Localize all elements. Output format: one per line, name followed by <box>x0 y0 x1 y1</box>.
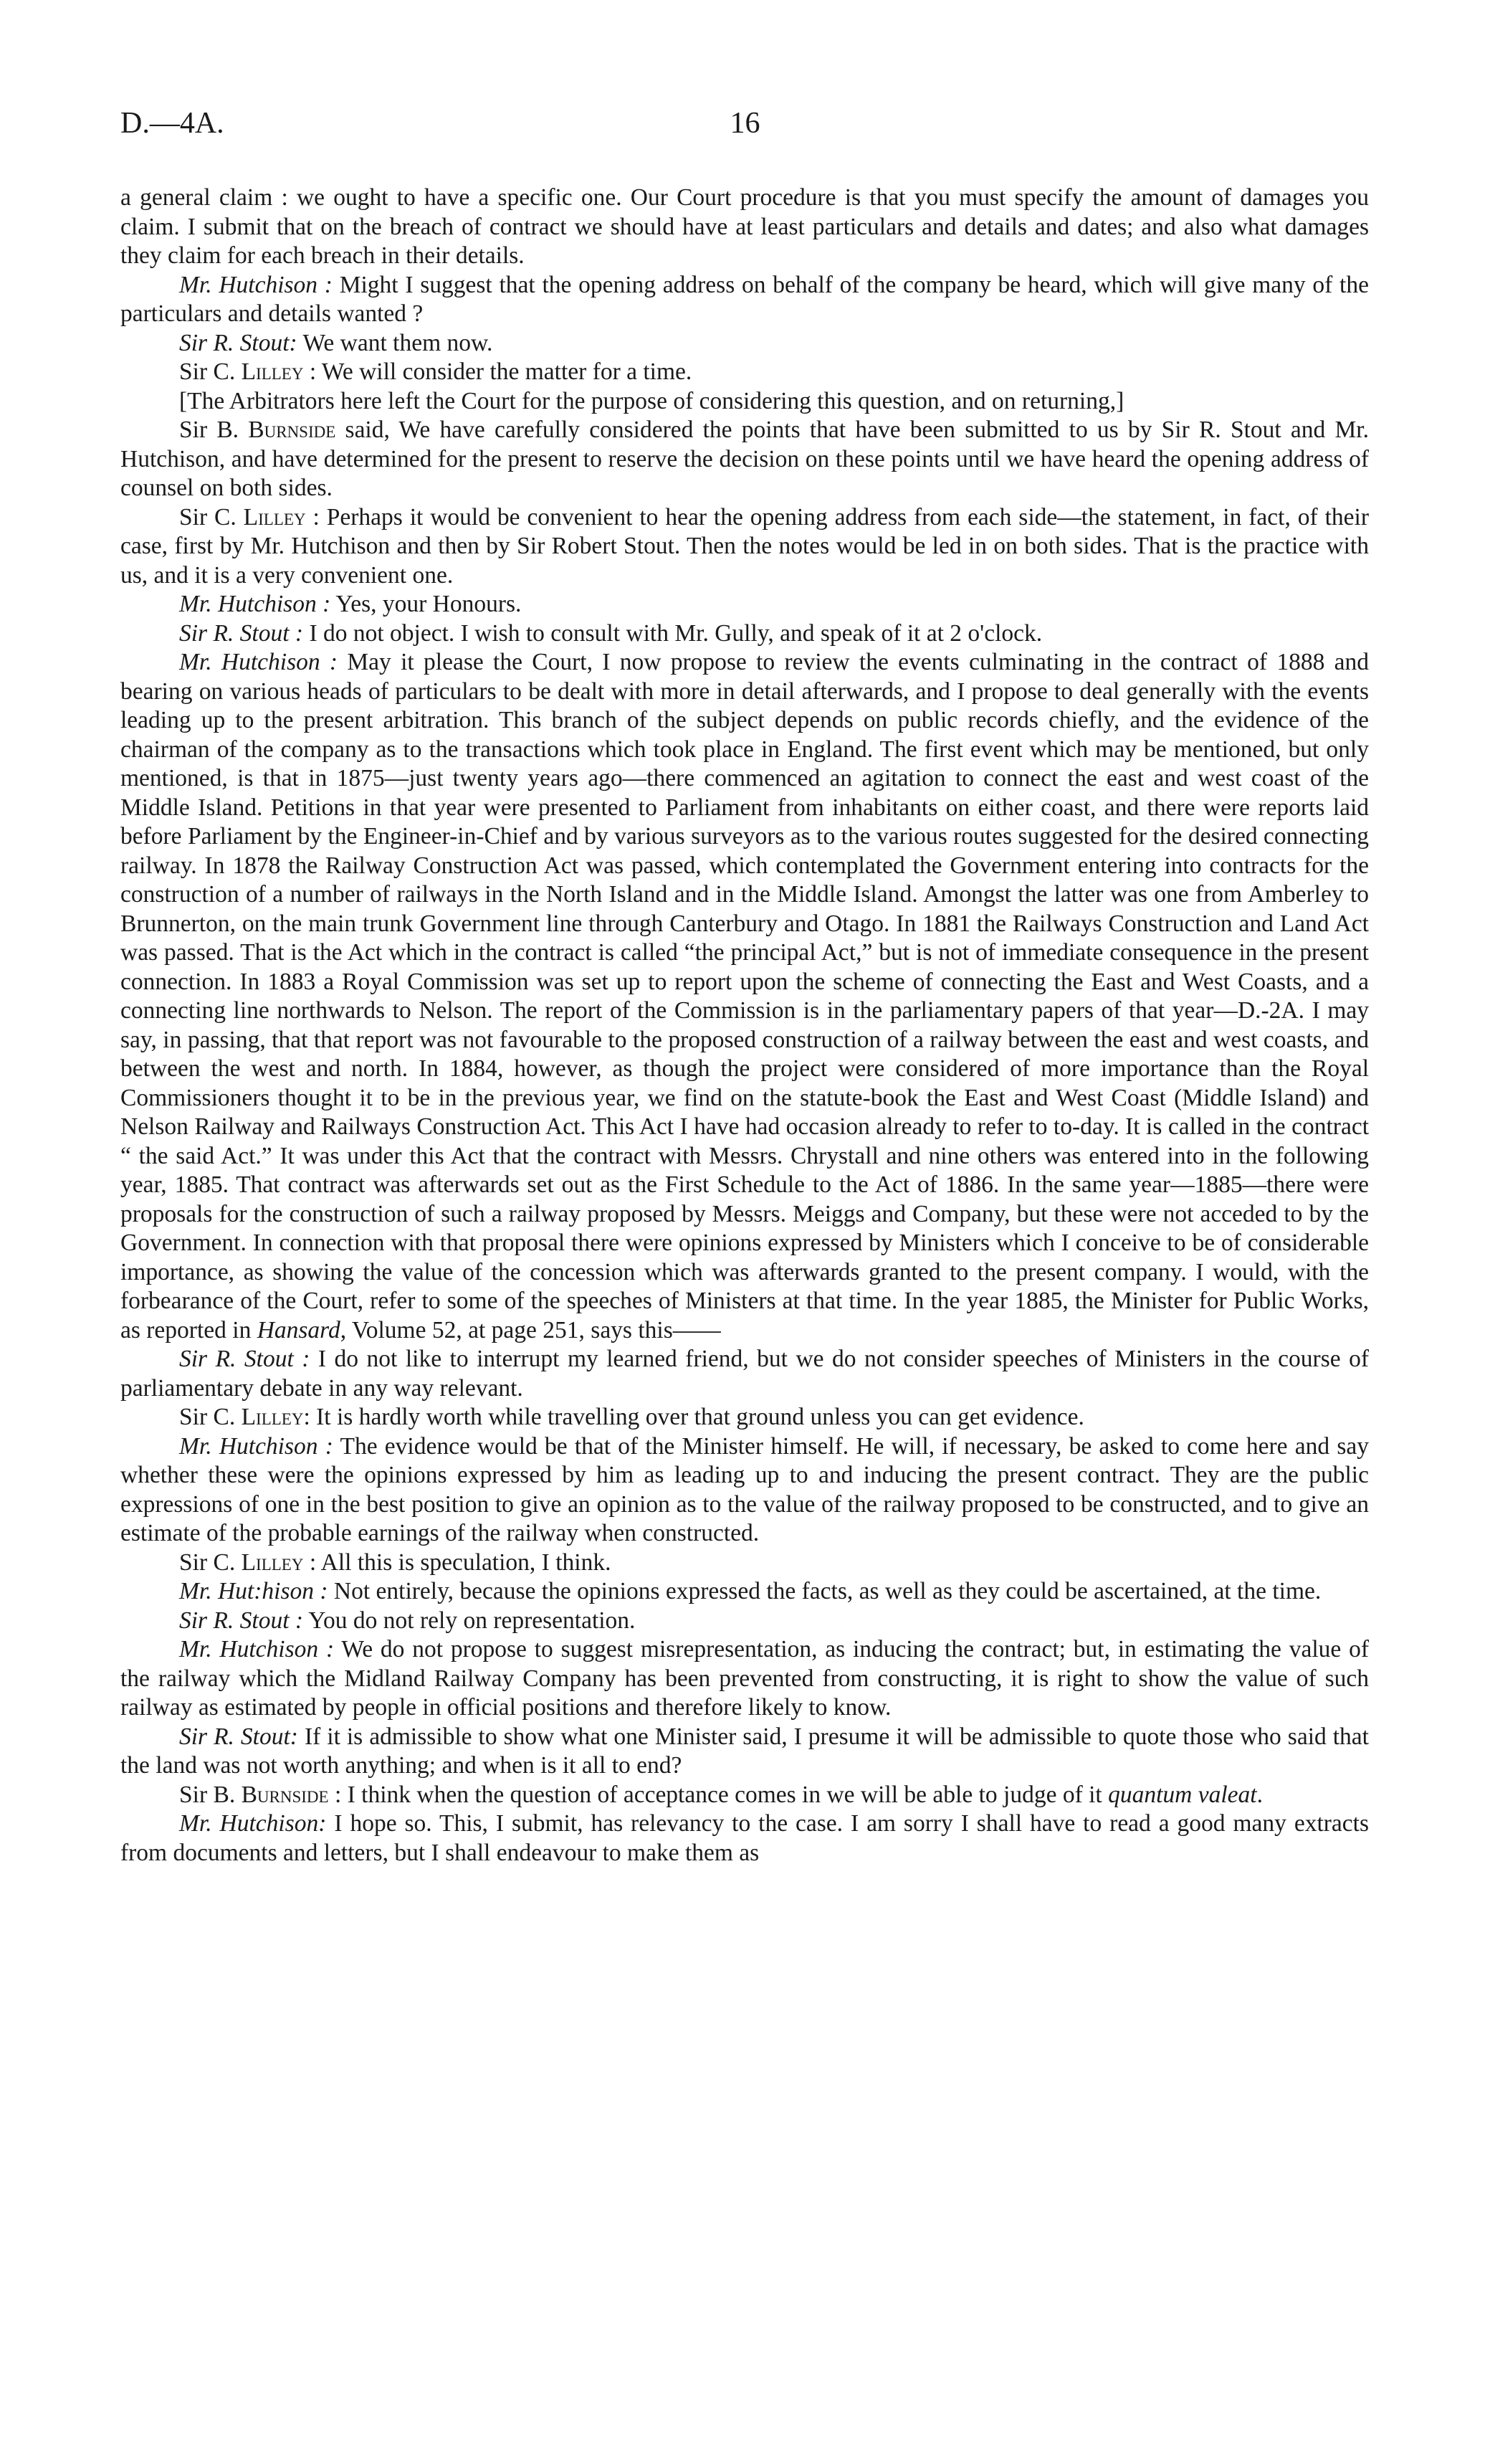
document-reference: D.—4A. <box>120 107 224 140</box>
speaker: Lilley <box>243 503 306 531</box>
paragraph: Mr. Hut:hison : Not entirely, because the opinions expressed the facts, as well as they could be ascertained, at the time. <box>179 1578 1322 1604</box>
paragraph: Sir C. Lilley : All this is speculation, I think. <box>179 1549 611 1576</box>
paragraph: Sir C. Lilley : Perhaps it would be convenient to hear the opening address from each side—the statement, in fact, of their case, first by Mr. Hutchison and then by Sir Robert Stout. Then the notes would be led in on both sides. That is the practice with us, and it is a very convenient one. <box>120 503 1369 589</box>
transcript-body <box>120 184 1369 1868</box>
paragraph: Sir R. Stout: We want them now. <box>179 329 493 356</box>
paragraph: Mr. Hutchison : We do not propose to suggest misrepresentation, as inducing the contract; but, in estimating the value of the railway which the Midland Railway Company has been prevented from constructing, it is right to show the value of such railway as estimated by people in official positions and therefore likely to know. <box>120 1636 1369 1721</box>
paragraph: [The Arbitrators here left the Court for the purpose of considering this question, and on returning,] <box>179 387 1124 414</box>
page-number: 16 <box>730 107 760 140</box>
speaker: Mr. Hutchison: <box>179 1810 327 1837</box>
speaker: Mr. Hutchison : <box>179 1636 335 1663</box>
speaker: Mr. Hutchison : <box>179 649 338 675</box>
speaker: Burnside <box>241 1781 329 1808</box>
paragraph: Sir R. Stout : You do not rely on representation. <box>179 1607 636 1634</box>
speaker: Mr. Hutchison : <box>179 1432 333 1460</box>
paragraph: Mr. Hutchison : May it please the Court, I now propose to review the events culminating in the contract of 1888 and bearing on various heads of particulars to be dealt with more in detail afterwards, and I propose to deal generally with the events leading up to the present arbitration. This branch of the subject depends on public records chiefly, and the evidence of the chairman of the company as to the transactions which took place in England. The first event which may be mentioned, but only mentioned, is that in 1875—just twenty years ago—there commenced an agitation to connect the east and west coast of the Middle Island. Petitions in that year were presented to Parliament from inhabitants on either coast, and there were reports laid before Parliament by the Engineer-in-Chief and by various surveyors as to the various routes suggested for the desired connecting railway. In 1878 the Railway Construction Act was passed, which contemplated the Government entering into contracts for the construction of a number of railways in the North Island and in the Middle Island. Amongst the latter was one from Amberley to Brunnerton, on the main trunk Government line through Canterbury and Otago. In 1881 the Railways Construction and Land Act was passed. That is the Act which in the contract is called “the principal Act,” but is not of immediate consequence in the present connection. In 1883 a Royal Commission was set up to report upon the scheme of connecting the East and West Coasts, and a connecting line northwards to Nelson. The report of the Commission is in the parliamentary papers of that year—D.-2A. I may say, in passing, that that report was not favourable to the proposed construction of a railway between the east and west coasts, and between the west and north. In 1884, however, as though the project were considered of more importance than the Royal Commissioners thought it to be in the previous year, we find on the statute-book the East and West Coast (Middle Island) and Nelson Railway and Railways Construction Act. This Act I have had occasion already to refer to to-day. It is called in the contract “ the said Act.” It was under this Act that the contract with Messrs. Chrystall and nine others was entered into in the following year, 1885. That contract was afterwards set out as the First Schedule to the Act of 1886. In the same year—1885—there were proposals for the construction of such a railway proposed by Messrs. Meiggs and Company, but these were not acceded to by the Government. In connection with that proposal there were opinions expressed by Ministers which I conceive to be of considerable importance, as showing the value of the concession which was afterwards granted to the present company. I would, with the forbearance of the Court, refer to some of the speeches of Ministers at that time. In the year 1885, the Minister for Public Works, as reported in Hansard, Volume 52, at page 251, says this—— <box>120 649 1369 1343</box>
paragraph: a general claim : we ought to have a specific one. Our Court procedure is that you must specify the amount of damages you claim. I submit that on the breach of contract we should have at least particulars and details and dates; and also what damages they claim for each breach in their details. <box>120 184 1369 269</box>
speaker: Sir R. Stout : <box>179 1607 304 1634</box>
page-header <box>120 106 1370 149</box>
paragraph: Sir C. Lilley : We will consider the matter for a time. <box>179 358 692 385</box>
speaker: Lilley <box>241 1549 304 1576</box>
paragraph: Sir R. Stout: If it is admissible to show what one Minister said, I presume it will be admissible to quote those who said that the land was not worth anything; and when is it all to end? <box>120 1723 1369 1779</box>
speaker: Lilley <box>241 358 304 385</box>
speaker: Mr. Hut:hison : <box>179 1578 328 1604</box>
speaker: Mr. Hutchison : <box>179 591 331 617</box>
speaker: Mr. Hutchison : <box>179 271 333 298</box>
paragraph: Sir B. Burnside said, We have carefully considered the points that have been submitted to us by Sir R. Stout and Mr. Hutchison, and have determined for the present to reserve the decision on these points until we have heard the opening address of counsel on both sides. <box>120 417 1369 501</box>
paragraph: Mr. Hutchison : The evidence would be that of the Minister himself. He will, if necessary, be asked to come here and say whether these were the opinions expressed by him as leading up to and inducing the present contract. They are the public expressions of one in the best position to give an opinion as to the value of the railway proposed to be constructed, and to give an estimate of the probable earnings of the railway when constructed. <box>120 1432 1369 1546</box>
speaker: Sir R. Stout : <box>179 619 304 647</box>
speaker: Burnside <box>248 417 336 443</box>
paragraph: Sir R. Stout : I do not object. I wish to consult with Mr. Gully, and speak of it at 2 o'clock. <box>179 619 1043 647</box>
speaker: Sir R. Stout : <box>179 1346 310 1372</box>
paragraph: Mr. Hutchison : Yes, your Honours. <box>179 591 522 617</box>
speaker: Lilley <box>241 1404 304 1430</box>
paragraph: Sir C. Lilley: It is hardly worth while travelling over that ground unless you can get evidence. <box>179 1404 1084 1430</box>
speaker: Sir R. Stout: <box>179 1723 298 1750</box>
paragraph: Mr. Hutchison : Might I suggest that the opening address on behalf of the company be heard, which will give many of the particulars and details wanted ? <box>120 271 1369 327</box>
paragraph: Mr. Hutchison: I hope so. This, I submit, has relevancy to the case. I am sorry I shall have to read a good many extracts from documents and letters, but I shall endeavour to make them as <box>120 1810 1369 1866</box>
speaker: Sir R. Stout: <box>179 329 297 356</box>
paragraph: Sir B. Burnside : I think when the question of acceptance comes in we will be able to judge of it quantum valeat. <box>179 1781 1263 1808</box>
paragraph: Sir R. Stout : I do not like to interrupt my learned friend, but we do not consider speeches of Ministers in the course of parliamentary debate in any way relevant. <box>120 1346 1370 1402</box>
